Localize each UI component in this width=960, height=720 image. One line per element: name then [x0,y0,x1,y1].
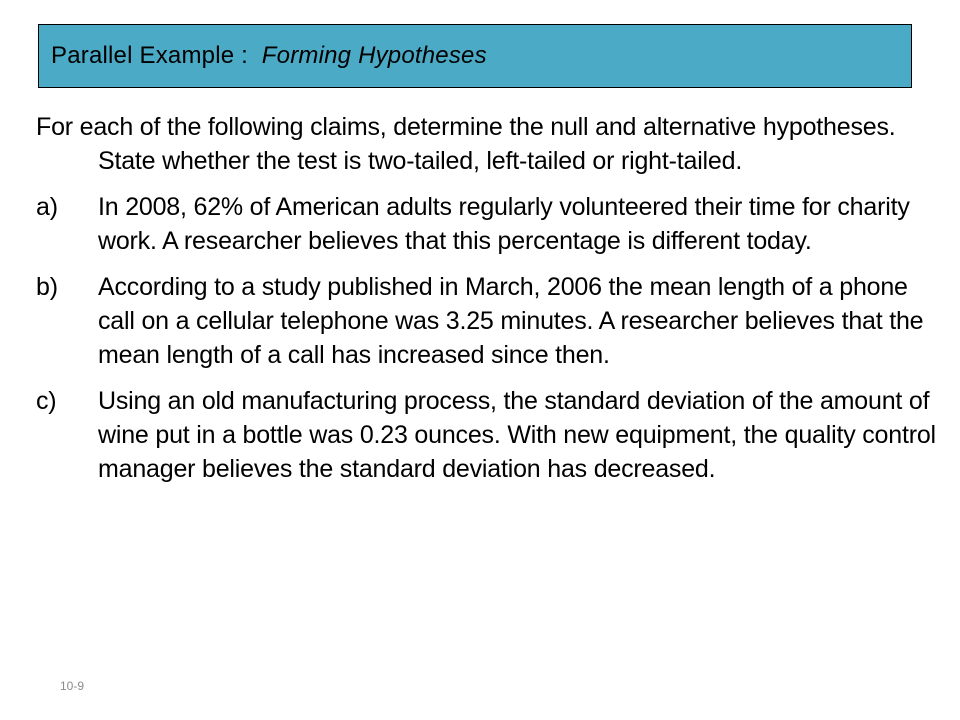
claim-text: In 2008, 62% of American adults regularly volunteered their time for charity work. A researcher believes that this percentage is different today. [98,193,910,255]
claim-label: b) [36,273,58,301]
slide-number: 10-9 [60,679,85,693]
claim-label: a) [36,193,58,221]
claim-c [36,384,936,486]
claim-a [36,190,936,258]
slide-title-bar [38,24,912,88]
title-separator: : [234,42,262,69]
claim-b [36,270,936,372]
claim-text: Using an old manufacturing process, the standard deviation of the amount of wine put in a bottle was 0.23 ounces. With new equipment, the quality control manager believes the standard deviation has decreased. [98,387,936,483]
title-subtitle: Forming Hypotheses [261,42,487,69]
claim-label: c) [36,387,57,415]
intro-paragraph: For each of the following claims, determine the null and alternative hypotheses. State whether the test is two-tailed, left-tailed or right-tailed. [36,113,896,175]
title-prefix: Parallel Example [51,42,235,69]
slide-body [36,110,936,498]
claim-text: According to a study published in March, 2006 the mean length of a phone call on a cellular telephone was 3.25 minutes. A researcher believes that the mean length of a call has increased since then. [98,273,924,369]
